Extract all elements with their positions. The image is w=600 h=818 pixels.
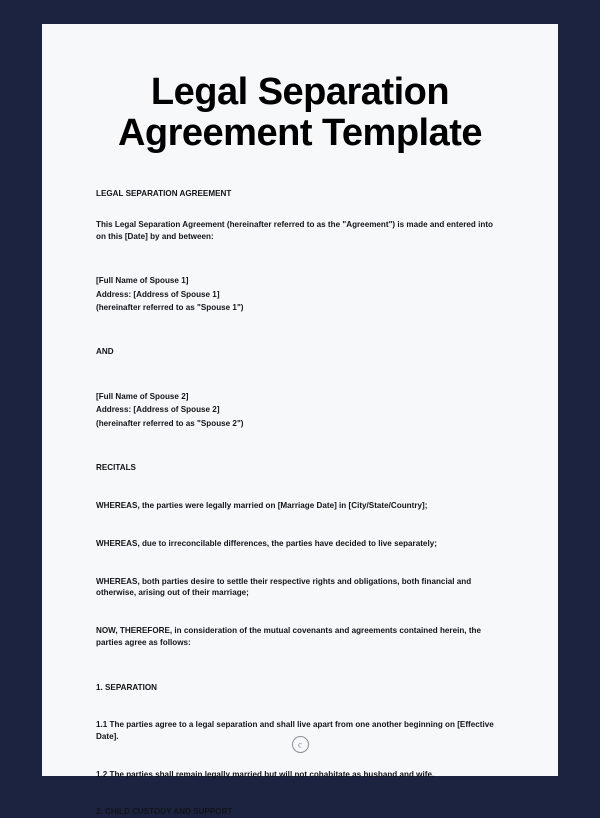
page-title: Legal Separation Agreement Template [117, 71, 483, 155]
section-1-heading: 1. SEPARATION [96, 682, 157, 692]
spouse1-address: Address: [Address of Spouse 1] [96, 289, 220, 299]
document-page [42, 24, 558, 817]
recitals-heading: RECITALS [96, 463, 136, 473]
document-body [42, 154, 558, 818]
spouse2-reference: (hereinafter referred to as "Spouse 2") [96, 418, 244, 428]
clause-1-2: 1.2 The parties shall remain legally married but will not cohabitate as husband and wife. [96, 769, 435, 779]
recital-1: WHEREAS, the parties were legally married on [Marriage Date] in [City/State/Country]; [96, 501, 428, 511]
agreement-heading: LEGAL SEPARATION AGREEMENT [96, 189, 232, 199]
spouse2-address: Address: [Address of Spouse 2] [96, 405, 220, 415]
spouse1-name: [Full Name of Spouse 1] [96, 276, 189, 286]
recital-3: WHEREAS, both parties desire to settle their respective rights and obligations, both financial and otherwise, arising out of their marriage; [96, 576, 472, 598]
and-connector: AND [96, 347, 114, 357]
watermark [42, 736, 558, 758]
clause-1-1: 1.1 The parties agree to a legal separation and shall live apart from one another beginning on [Effective Date]. [96, 720, 494, 742]
spouse2-name: [Full Name of Spouse 2] [96, 392, 189, 402]
copyright-symbol: c [298, 739, 302, 749]
copyright-icon [292, 736, 309, 753]
spouse1-reference: (hereinafter referred to as "Spouse 1") [96, 302, 244, 312]
intro-paragraph: This Legal Separation Agreement (hereinafter referred to as the "Agreement") is made and entered into on this [Date] by and between: [96, 219, 493, 241]
section-2-heading: 2. CHILD CUSTODY AND SUPPORT [96, 807, 233, 817]
now-therefore-paragraph: NOW, THEREFORE, in consideration of the mutual covenants and agreements contained herein, the parties agree as follows: [96, 626, 481, 647]
recital-2: WHEREAS, due to irreconcilable differences, the parties have decided to live separately; [96, 538, 437, 548]
